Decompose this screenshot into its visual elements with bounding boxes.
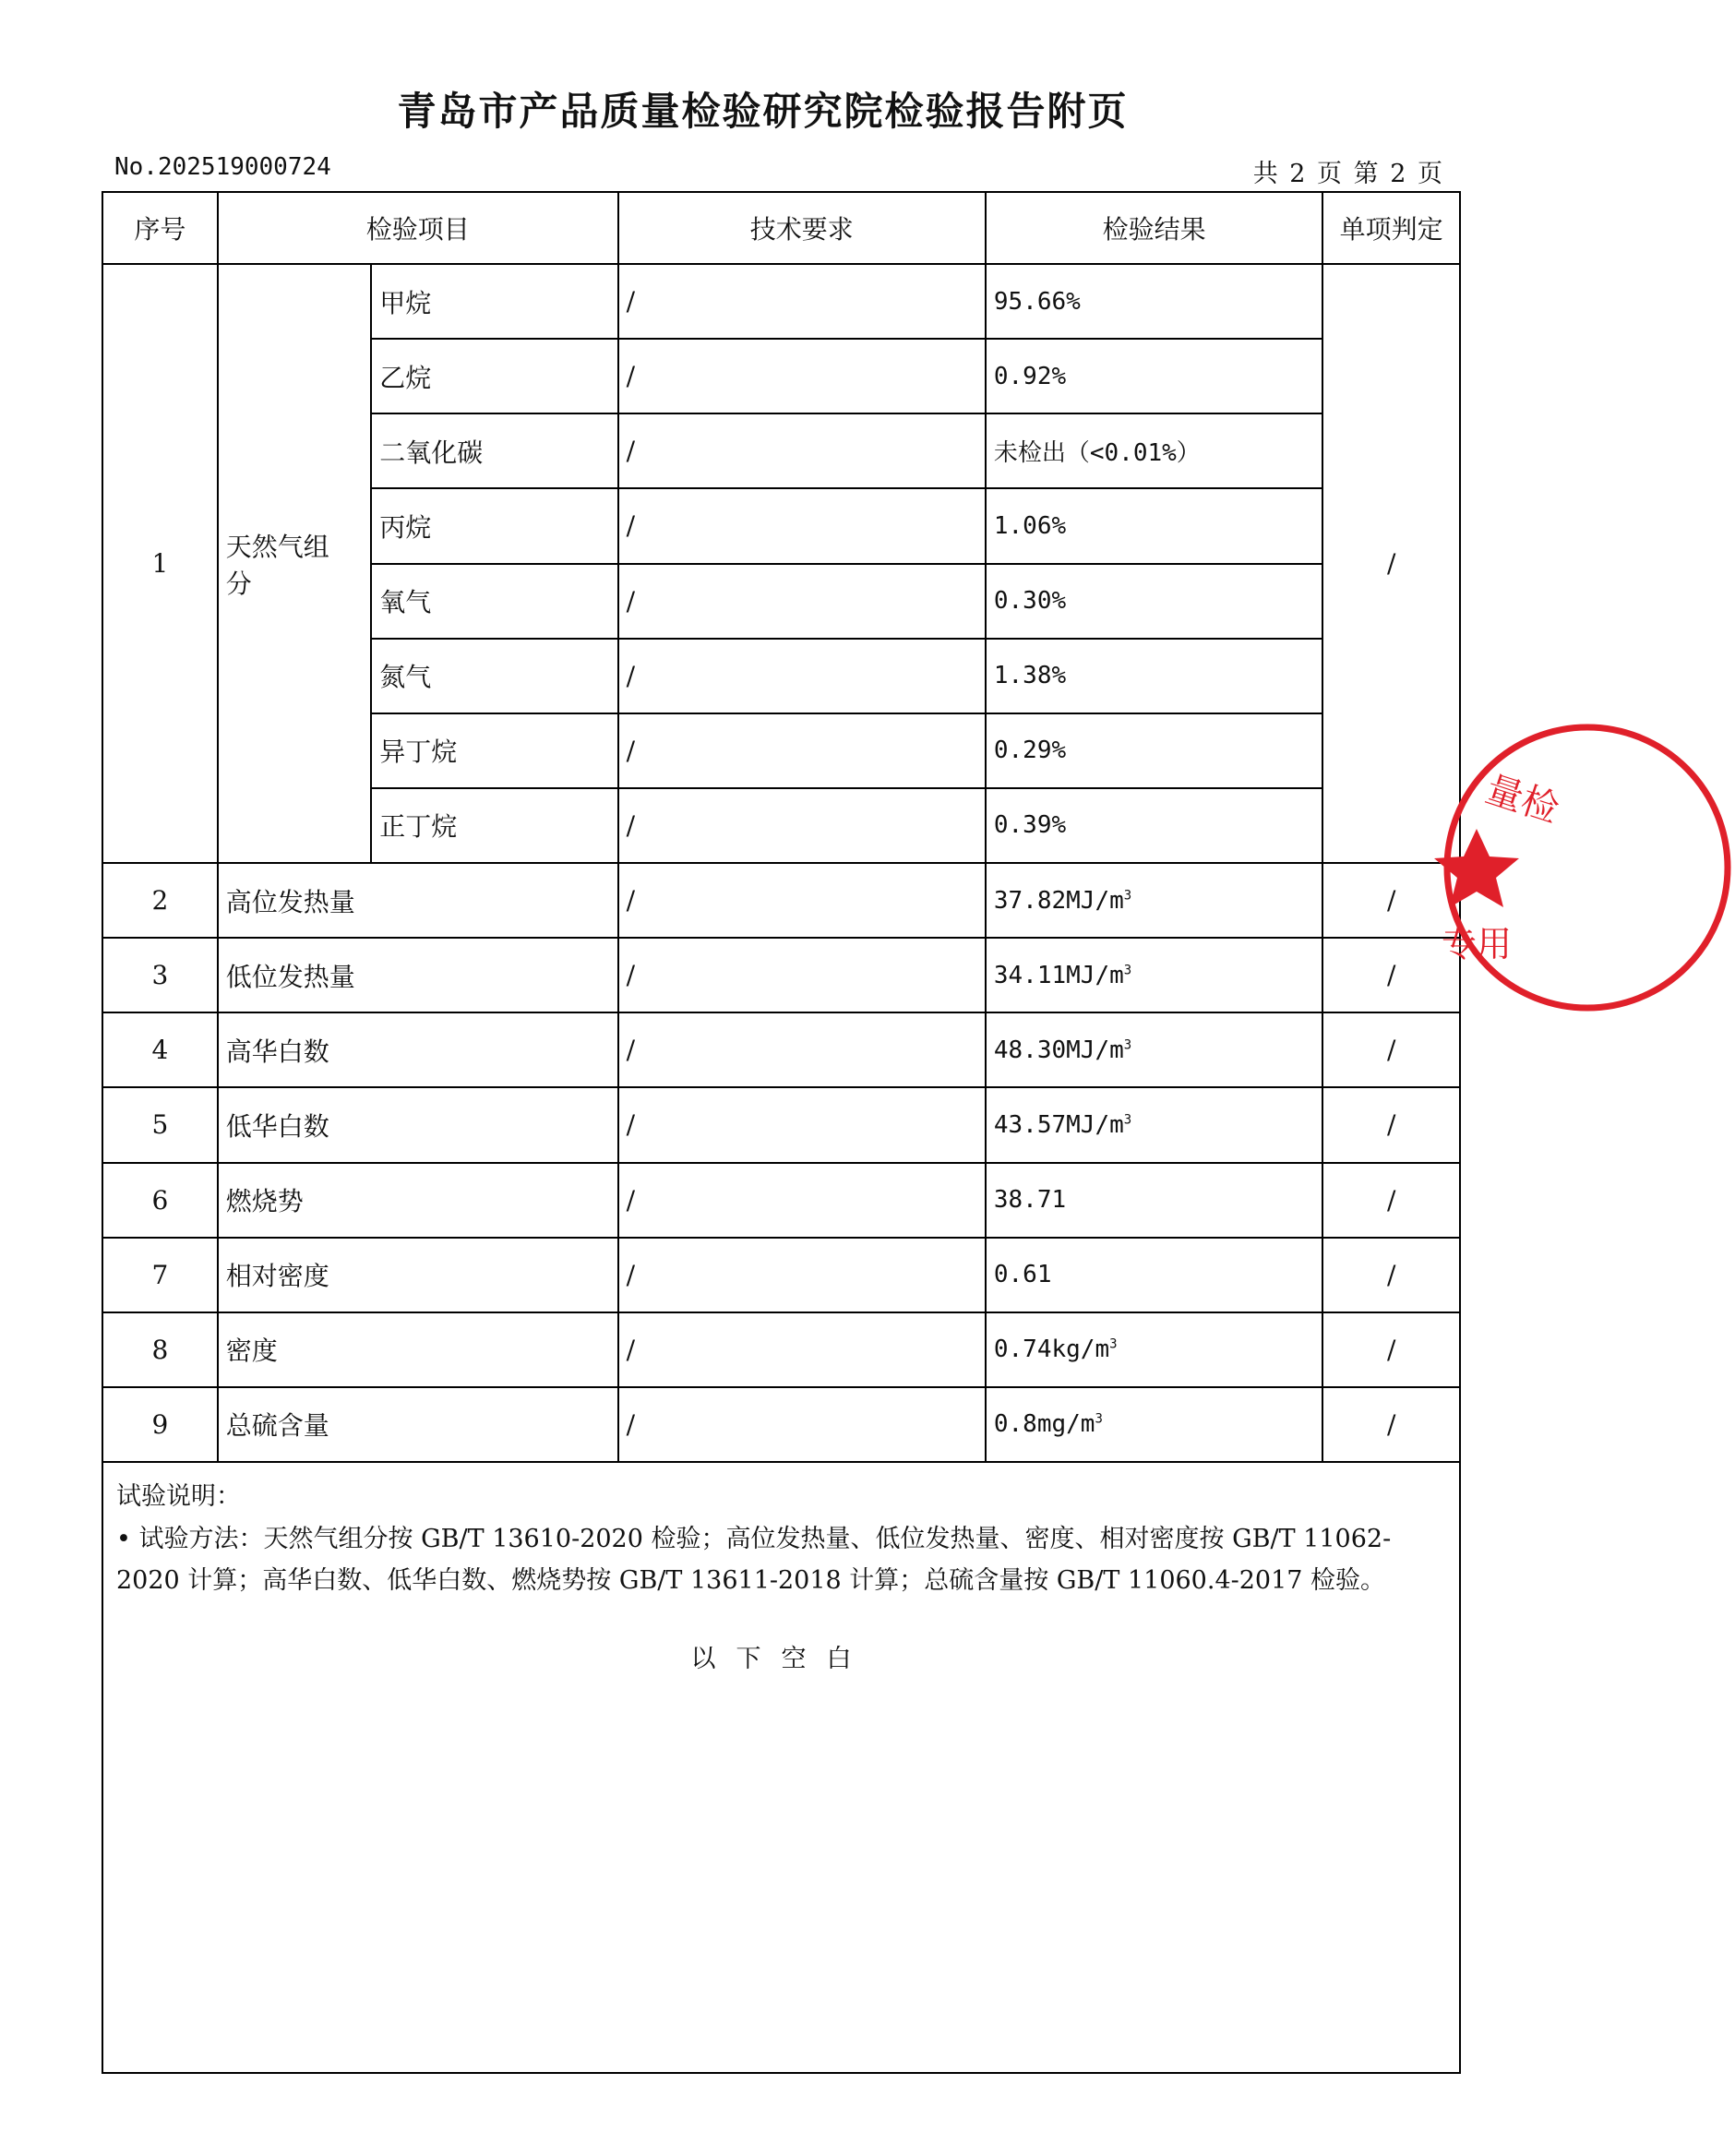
component-name: 异丁烷 bbox=[371, 713, 617, 788]
result-cell: 1.06% bbox=[986, 488, 1323, 563]
group-name-line: 分 bbox=[225, 568, 252, 599]
judgement-cell: / bbox=[1322, 1238, 1460, 1312]
component-name: 乙烷 bbox=[371, 339, 617, 413]
result-cell: 0.30% bbox=[986, 564, 1323, 639]
requirement-cell: / bbox=[618, 1387, 986, 1462]
item-name: 密度 bbox=[218, 1312, 618, 1387]
result-value: 48.30MJ/m bbox=[993, 1036, 1124, 1064]
row-number: 4 bbox=[102, 1012, 218, 1087]
table-row bbox=[102, 264, 1460, 339]
result-value: 38.71 bbox=[993, 1186, 1067, 1215]
item-name: 总硫含量 bbox=[218, 1387, 618, 1462]
requirement-cell: / bbox=[618, 639, 986, 713]
result-value: 37.82MJ/m bbox=[993, 886, 1124, 915]
requirement-cell: / bbox=[618, 413, 986, 488]
row-number: 8 bbox=[102, 1312, 218, 1387]
row-number: 9 bbox=[102, 1387, 218, 1462]
notes-text: • 试验方法：天然气组分按 GB/T 13610-2020 检验；高位发热量、低位发热量、密度、相对密度按 GB/T 11062-2020 计算；高华白数、低华白数、燃烧势按 GB/T 13611-2018 计算；总硫含量按 GB/T 11060.4-2017 检验。 bbox=[116, 1525, 1392, 1595]
header-judgement: 单项判定 bbox=[1322, 192, 1460, 264]
row-number: 5 bbox=[102, 1087, 218, 1162]
requirement-cell: / bbox=[618, 863, 986, 938]
result-cell bbox=[986, 1238, 1323, 1312]
result-cell: 95.66% bbox=[986, 264, 1323, 339]
judgement-cell: / bbox=[1322, 1387, 1460, 1462]
judgement-cell: / bbox=[1322, 1087, 1460, 1162]
page-info: 共 2 页 第 2 页 bbox=[1252, 160, 1444, 188]
judgement-cell: / bbox=[1322, 1012, 1460, 1087]
result-value: 0.61 bbox=[993, 1261, 1052, 1289]
component-name: 氧气 bbox=[371, 564, 617, 639]
requirement-cell: / bbox=[618, 1163, 986, 1238]
seal-top-text: 量检 bbox=[1480, 768, 1564, 832]
component-name: 氮气 bbox=[371, 639, 617, 713]
unit-superscript: 3 bbox=[1123, 963, 1132, 978]
header-requirement: 技术要求 bbox=[618, 192, 986, 264]
result-cell bbox=[986, 1087, 1323, 1162]
unit-superscript: 3 bbox=[1123, 1037, 1132, 1053]
table-row bbox=[102, 1238, 1460, 1312]
row-number: 2 bbox=[102, 863, 218, 938]
table-row bbox=[102, 1312, 1460, 1387]
row-number: 1 bbox=[102, 264, 218, 863]
item-name: 相对密度 bbox=[218, 1238, 618, 1312]
judgement-cell: / bbox=[1322, 1312, 1460, 1387]
item-name: 低华白数 bbox=[218, 1087, 618, 1162]
row-number: 3 bbox=[102, 938, 218, 1012]
requirement-cell: / bbox=[618, 788, 986, 863]
item-name: 高华白数 bbox=[218, 1012, 618, 1087]
seal-side-text: 专用 bbox=[1442, 924, 1513, 964]
report-title: 青岛市产品质量检验研究院检验报告附页 bbox=[397, 89, 1129, 134]
result-cell bbox=[986, 863, 1323, 938]
result-cell bbox=[986, 1163, 1323, 1238]
requirement-cell: / bbox=[618, 264, 986, 339]
item-name: 燃烧势 bbox=[218, 1163, 618, 1238]
notes-title: 试验说明： bbox=[116, 1482, 241, 1511]
component-name: 甲烷 bbox=[371, 264, 617, 339]
result-cell: 0.39% bbox=[986, 788, 1323, 863]
official-seal bbox=[1440, 720, 1735, 1015]
result-cell bbox=[986, 938, 1323, 1012]
judgement-cell: / bbox=[1322, 1163, 1460, 1238]
table-row bbox=[102, 1387, 1460, 1462]
table-row bbox=[102, 863, 1460, 938]
judgement-cell: / bbox=[1322, 863, 1460, 938]
result-cell: 未检出（<0.01%） bbox=[986, 413, 1323, 488]
item-name: 低位发热量 bbox=[218, 938, 618, 1012]
requirement-cell: / bbox=[618, 1012, 986, 1087]
requirement-cell: / bbox=[618, 339, 986, 413]
unit-superscript: 3 bbox=[1095, 1411, 1103, 1427]
requirement-cell: / bbox=[618, 564, 986, 639]
requirement-cell: / bbox=[618, 938, 986, 1012]
inspection-table bbox=[102, 191, 1461, 1463]
header-item: 检验项目 bbox=[218, 192, 618, 264]
requirement-cell: / bbox=[618, 1238, 986, 1312]
table-header-row bbox=[102, 192, 1460, 264]
result-cell bbox=[986, 1387, 1323, 1462]
component-name: 正丁烷 bbox=[371, 788, 617, 863]
header-result: 检验结果 bbox=[986, 192, 1323, 264]
unit-superscript: 3 bbox=[1123, 887, 1132, 903]
component-name: 丙烷 bbox=[371, 488, 617, 563]
judgement-cell: / bbox=[1322, 938, 1460, 1012]
row-number: 7 bbox=[102, 1238, 218, 1312]
result-cell bbox=[986, 1012, 1323, 1087]
judgement-cell: / bbox=[1322, 264, 1460, 863]
result-value: 0.8mg/m bbox=[993, 1410, 1095, 1439]
result-value: 34.11MJ/m bbox=[993, 961, 1124, 989]
table-row bbox=[102, 1087, 1460, 1162]
test-notes bbox=[102, 1463, 1461, 2074]
component-name: 二氧化碳 bbox=[371, 413, 617, 488]
report-number: No.202519000724 bbox=[114, 153, 331, 181]
item-name: 高位发热量 bbox=[218, 863, 618, 938]
table-row bbox=[102, 938, 1460, 1012]
unit-superscript: 3 bbox=[1123, 1112, 1132, 1128]
unit-superscript: 3 bbox=[1109, 1336, 1118, 1352]
result-value: 43.57MJ/m bbox=[993, 1110, 1124, 1139]
row-number: 6 bbox=[102, 1163, 218, 1238]
table-row bbox=[102, 1163, 1460, 1238]
group-name-line: 天然气组 bbox=[225, 531, 329, 562]
table-row bbox=[102, 1012, 1460, 1087]
header-no: 序号 bbox=[102, 192, 218, 264]
group-name bbox=[218, 264, 371, 863]
requirement-cell: / bbox=[618, 1312, 986, 1387]
result-value: 0.74kg/m bbox=[993, 1336, 1110, 1364]
requirement-cell: / bbox=[618, 713, 986, 788]
requirement-cell: / bbox=[618, 1087, 986, 1162]
result-cell bbox=[986, 1312, 1323, 1387]
result-cell: 1.38% bbox=[986, 639, 1323, 713]
result-cell: 0.29% bbox=[986, 713, 1323, 788]
result-cell: 0.92% bbox=[986, 339, 1323, 413]
requirement-cell: / bbox=[618, 488, 986, 563]
blank-below-mark: 以下空白 bbox=[690, 1645, 872, 1673]
